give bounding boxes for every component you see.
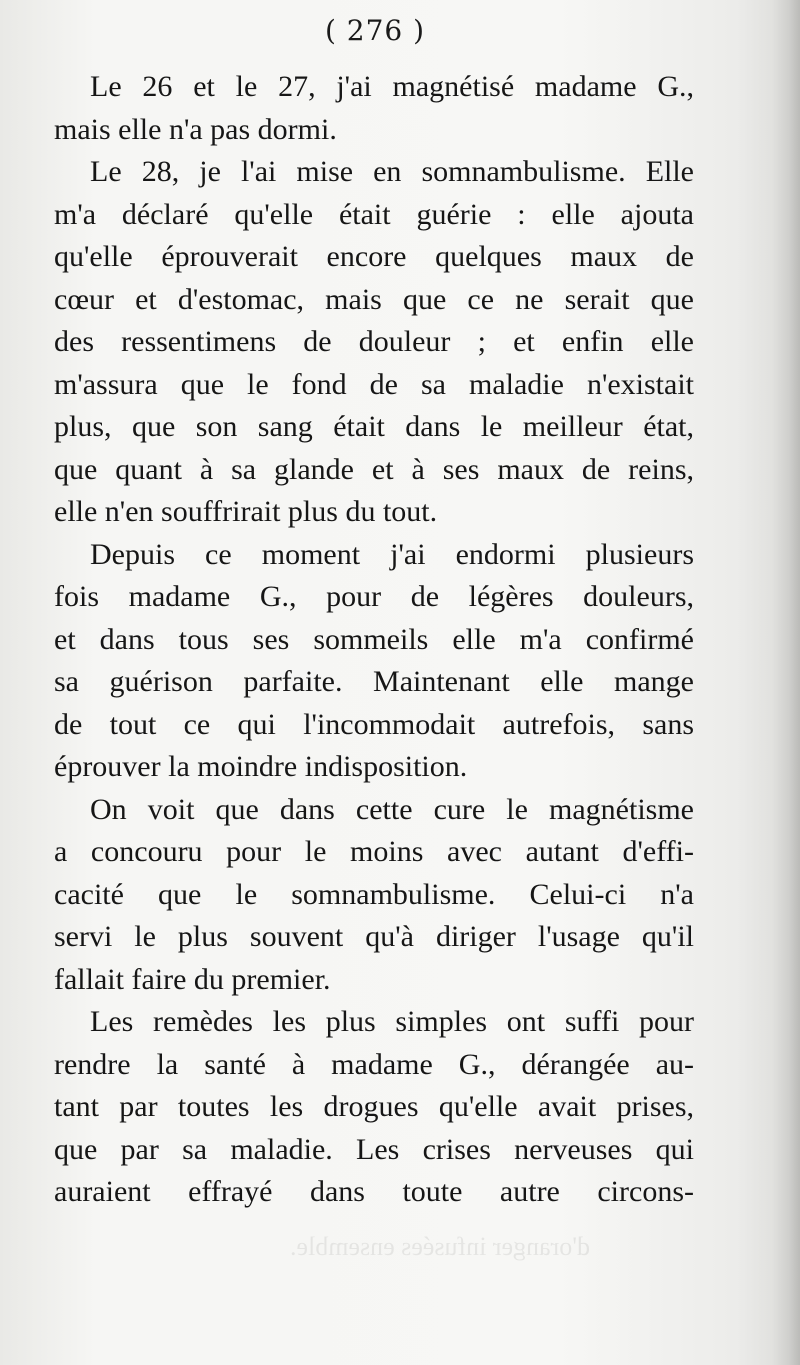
- text-line: cœur et d'estomac, mais que ce ne serait que: [54, 282, 694, 316]
- text-line: a concouru pour le moins avec autant d'effi-: [54, 835, 694, 868]
- text-line: de tout ce qui l'incommodait autrefois, sans: [54, 707, 694, 741]
- text-line: plus, que son sang était dans le meilleur état,: [54, 410, 694, 443]
- text-line: m'a déclaré qu'elle était guérie : elle ajouta: [54, 197, 694, 231]
- text-line: Depuis ce moment j'ai endormi plusieurs: [90, 537, 694, 571]
- paragraph: [54, 534, 694, 789]
- paragraph: [54, 66, 694, 151]
- text-line: sa guérison parfaite. Maintenant elle mange: [54, 665, 694, 698]
- paragraph: [54, 151, 694, 534]
- text-line: tant par toutes les drogues qu'elle avait prises,: [54, 1090, 694, 1123]
- page-number: ( 276 ): [324, 14, 426, 47]
- text-line: Les remèdes les plus simples ont suffi pour: [90, 1005, 694, 1038]
- text-line: Le 28, je l'ai mise en somnambulisme. Elle: [90, 155, 694, 188]
- text-line: des ressentimens de douleur ; et enfin elle: [54, 325, 694, 358]
- text-line: m'assura que le fond de sa maladie n'existait: [54, 367, 694, 401]
- text-line: et dans tous ses sommeils elle m'a confirmé: [54, 622, 694, 656]
- text-line: elle n'en souffrirait plus du tout.: [54, 495, 438, 528]
- text-line: que par sa maladie. Les crises nerveuses qui: [54, 1132, 694, 1166]
- text-line: auraient effrayé dans toute autre circons-: [54, 1175, 694, 1208]
- text-line: fois madame G., pour de légères douleurs,: [54, 580, 694, 613]
- paragraph: [54, 1001, 694, 1214]
- text-line: qu'elle éprouverait encore quelques maux de: [54, 240, 694, 273]
- text-line: éprouver la moindre indisposition.: [54, 750, 468, 783]
- text-line: Le 26 et le 27, j'ai magnétisé madame G.,: [90, 70, 694, 103]
- text-line: fallait faire du premier.: [54, 962, 331, 996]
- text-line: rendre la santé à madame G., dérangée au-: [54, 1047, 694, 1081]
- text-line: que quant à sa glande et à ses maux de reins,: [54, 452, 694, 486]
- body-text: [54, 66, 694, 1214]
- text-line: mais elle n'a pas dormi.: [54, 112, 337, 146]
- text-line: On voit que dans cette cure le magnétisme: [90, 792, 694, 826]
- text-line: cacité que le somnambulisme. Celui-ci n'a: [54, 877, 694, 911]
- bleed-through-text: d'oranger infusées ensemble.: [290, 1232, 590, 1261]
- text-line: servi le plus souvent qu'à diriger l'usage qu'il: [54, 920, 694, 953]
- paragraph: [54, 789, 694, 1002]
- page-edge-shadow: [772, 0, 800, 1365]
